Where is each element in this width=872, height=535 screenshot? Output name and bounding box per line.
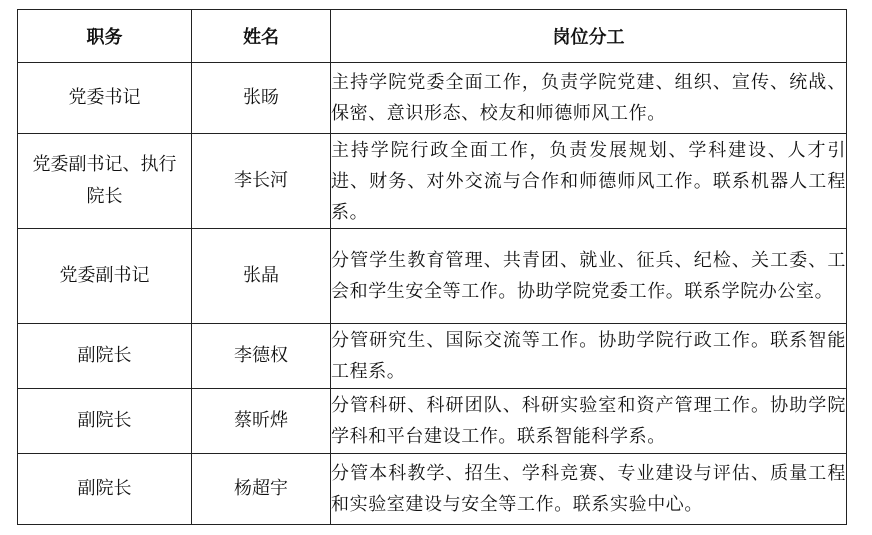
cell-role <box>18 229 192 324</box>
cell-name: 李长河 <box>192 134 331 229</box>
role-text: 副院长 <box>77 345 132 366</box>
header-name: 姓名 <box>192 10 331 63</box>
table-row <box>18 63 847 134</box>
header-duty: 岗位分工 <box>331 10 847 63</box>
role-text: 党委副书记 <box>59 265 150 286</box>
table-row <box>18 454 847 525</box>
role-text: 党委副书记、执行院长 <box>32 154 177 207</box>
cell-duty: 分管科研、科研团队、科研实验室和资产管理工作。协助学院学科和平台建设工作。联系智能科学系。 <box>331 389 847 454</box>
leadership-duty-table <box>17 9 847 525</box>
header-role: 职务 <box>18 10 192 63</box>
cell-name: 李德权 <box>192 324 331 389</box>
cell-name: 张旸 <box>192 63 331 134</box>
table-row <box>18 229 847 324</box>
cell-name: 蔡昕烨 <box>192 389 331 454</box>
cell-name: 张晶 <box>192 229 331 324</box>
cell-duty: 主持学院党委全面工作，负责学院党建、组织、宣传、统战、保密、意识形态、校友和师德师风工作。 <box>331 63 847 134</box>
table-row <box>18 324 847 389</box>
cell-name: 杨超宇 <box>192 454 331 525</box>
cell-role <box>18 134 192 229</box>
cell-role <box>18 324 192 389</box>
role-text: 副院长 <box>77 410 132 431</box>
table-row <box>18 134 847 229</box>
cell-duty: 分管研究生、国际交流等工作。协助学院行政工作。联系智能工程系。 <box>331 324 847 389</box>
cell-role <box>18 389 192 454</box>
cell-role <box>18 63 192 134</box>
cell-role <box>18 454 192 525</box>
cell-duty: 分管本科教学、招生、学科竞赛、专业建设与评估、质量工程和实验室建设与安全等工作。联系实验中心。 <box>331 454 847 525</box>
cell-duty: 分管学生教育管理、共青团、就业、征兵、纪检、关工委、工会和学生安全等工作。协助学院党委工作。联系学院办公室。 <box>331 229 847 324</box>
role-text: 副院长 <box>77 478 132 499</box>
table-header-row <box>18 10 847 63</box>
table-row <box>18 389 847 454</box>
cell-duty: 主持学院行政全面工作，负责发展规划、学科建设、人才引进、财务、对外交流与合作和师德师风工作。联系机器人工程系。 <box>331 134 847 229</box>
role-text: 党委书记 <box>68 87 141 108</box>
